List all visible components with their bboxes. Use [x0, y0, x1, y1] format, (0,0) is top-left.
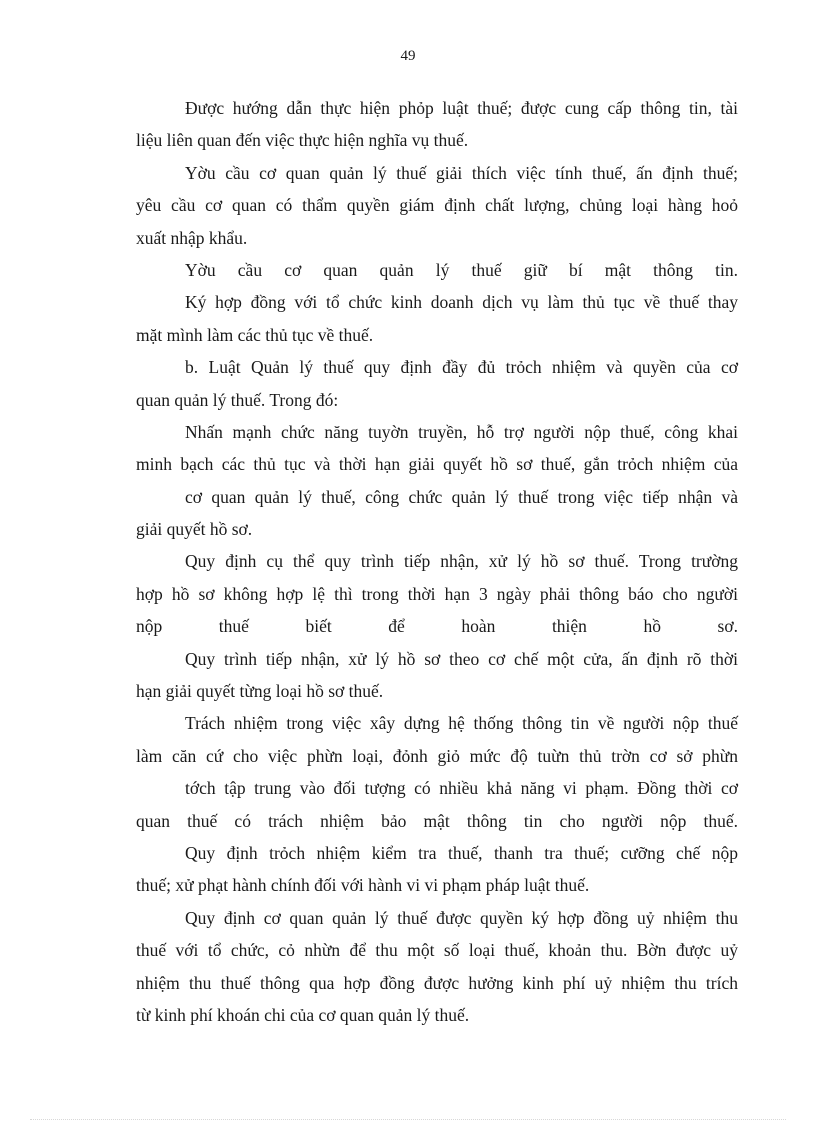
text-line: Được hướng dẫn thực hiện phỏp luật thuế; được cung cấp thông tin, tài	[185, 98, 738, 118]
text-line: xuất nhập khẩu.	[136, 227, 248, 248]
text-line: nộp thuế biết để hoàn thiện hồ sơ.	[136, 616, 738, 637]
text-line: làm căn cứ cho việc phừn loại, đỏnh giỏ mức độ tuừn thủ trờn cơ sở phừn	[136, 745, 738, 766]
text-line: tớch tập trung vào đối tượng có nhiều khả năng vi phạm. Đồng thời cơ	[185, 778, 738, 799]
text-line: liệu liên quan đến việc thực hiện nghĩa vụ thuế.	[136, 130, 469, 151]
text-line: minh bạch các thủ tục và thời hạn giải quyết hồ sơ thuế, gắn trỏch nhiệm của	[136, 454, 738, 475]
text-line: thuế với tổ chức, cỏ nhừn để thu một số loại thuế, khoản thu. Bờn được uỷ	[136, 940, 738, 961]
text-line: hợp hồ sơ không hợp lệ thì trong thời hạn 3 ngày phải thông báo cho người	[136, 583, 738, 604]
text-line: cơ quan quản lý thuế, công chức quản lý thuế trong việc tiếp nhận và	[185, 486, 738, 507]
text-line: Quy định cụ thể quy trình tiếp nhận, xử lý hồ sơ thuế. Trong trường	[185, 551, 738, 572]
text-line: Trách nhiệm trong việc xây dựng hệ thống thông tin về người nộp thuế	[185, 713, 738, 734]
text-line: Ký hợp đồng với tổ chức kinh doanh dịch vụ làm thủ tục về thuế thay	[185, 292, 738, 313]
text-line: nhiệm thu thuế thông qua hợp đồng được hưởng kinh phí uỷ nhiệm thu trích	[136, 972, 738, 993]
text-line: thuế; xử phạt hành chính đối với hành vi vi phạm pháp luật thuế.	[136, 875, 590, 896]
text-line: Quy trình tiếp nhận, xử lý hồ sơ theo cơ chế một cửa, ấn định rõ thời	[185, 648, 738, 669]
text-line: từ kinh phí khoán chi của cơ quan quản lý thuế.	[136, 1004, 470, 1025]
text-line: quan quản lý thuế. Trong đó:	[136, 389, 339, 410]
text-line: Yờu cầu cơ quan quản lý thuế giữ bí mật thông tin.	[185, 259, 738, 280]
text-line: giải quyết hồ sơ.	[136, 519, 253, 540]
text-line: Quy định trỏch nhiệm kiểm tra thuế, thanh tra thuế; cưỡng chế nộp	[185, 842, 738, 863]
page-bottom-divider	[30, 1119, 786, 1120]
text-line: quan thuế có trách nhiệm bảo mật thông tin cho người nộp thuế.	[136, 810, 738, 831]
text-line: b. Luật Quản lý thuế quy định đầy đủ trỏch nhiệm và quyền của cơ	[185, 357, 738, 378]
text-line: Yờu cầu cơ quan quản lý thuế giải thích việc tính thuế, ấn định thuế;	[185, 162, 738, 183]
text-line: Nhấn mạnh chức năng tuyờn truyền, hỗ trợ người nộp thuế, công khai	[185, 421, 738, 442]
text-line: yêu cầu cơ quan có thẩm quyền giám định chất lượng, chủng loại hàng hoỏ	[136, 195, 738, 216]
text-line: mặt mình làm các thủ tục về thuế.	[136, 324, 374, 345]
page-number: 49	[400, 48, 416, 64]
document-body	[136, 92, 738, 1031]
text-line: hạn giải quyết từng loại hồ sơ thuế.	[136, 681, 384, 702]
text-line: Quy định cơ quan quản lý thuế được quyền ký hợp đồng uỷ nhiệm thu	[185, 907, 738, 928]
